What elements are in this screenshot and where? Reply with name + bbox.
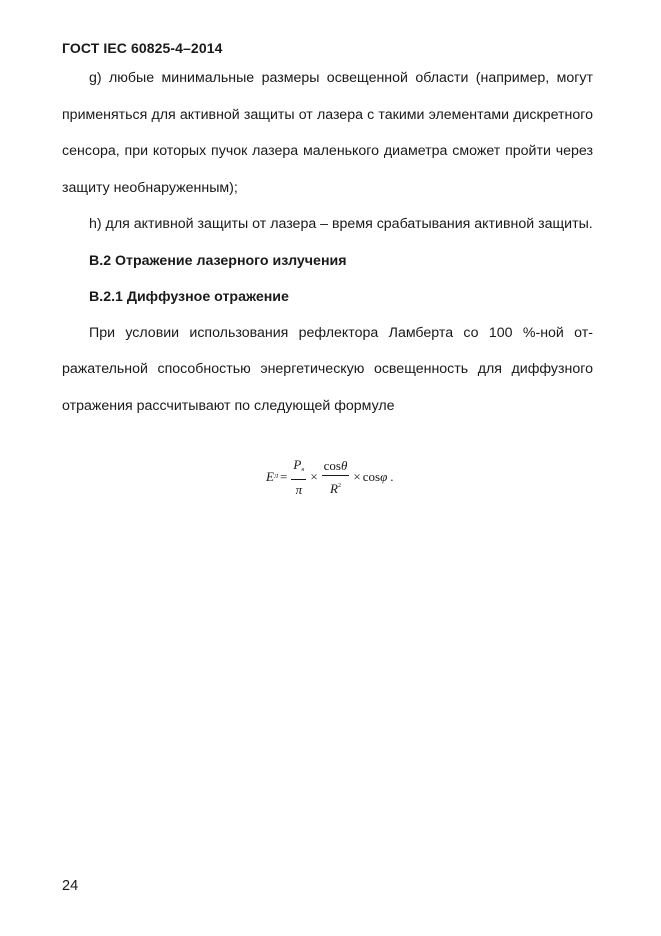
formula-distance: R: [330, 480, 338, 496]
formula-equals: =: [280, 469, 288, 484]
formula-phi: φ: [380, 469, 388, 484]
formula-pi: π: [295, 481, 303, 497]
formula-lhs-subscript: Л: [273, 474, 279, 480]
irradiance-formula: [266, 455, 394, 499]
formula-distance-exponent: 2: [338, 482, 341, 489]
formula-times-2: ×: [353, 469, 361, 484]
document-header: ГОСТ IEC 60825-4–2014: [62, 40, 223, 56]
lambert-paragraph: При условии использования рефлектора Ламберта со 100 %-ной отражательной способностью энергетическую освещенность для диффузного отражения рассчитывают по следующей формуле: [62, 324, 593, 414]
formula-terminator: .: [390, 469, 394, 484]
formula-power-subscript: н: [301, 466, 305, 473]
formula-cos-theta-func: cos: [323, 457, 341, 473]
document-body: [62, 60, 593, 424]
formula-fraction-power: [291, 458, 306, 497]
list-item-h: h) для активной защиты от лазера – время срабатывания активной защиты.: [89, 216, 593, 232]
formula-cos-phi-func: cos: [362, 469, 381, 484]
page-number: 24: [62, 878, 79, 894]
formula-theta: θ: [341, 457, 348, 473]
section-heading: B.2 Отражение лазерного излучения: [89, 252, 347, 269]
formula-fraction-cos-theta: [322, 459, 350, 496]
formula-times-1: ×: [310, 469, 318, 484]
formula-power: P: [293, 456, 302, 472]
subsection-heading: B.2.1 Диффузное отражение: [89, 288, 289, 305]
list-item-g: g) любые минимальные размеры освещенной области (например, могут применяться для активной защиты от лазера с такими элементами дискретного сенсора, при которых пучок лазера маленького диаметра сможет пройти через защиту необнаруженным);: [62, 70, 593, 196]
formula-lhs: E: [266, 469, 274, 484]
